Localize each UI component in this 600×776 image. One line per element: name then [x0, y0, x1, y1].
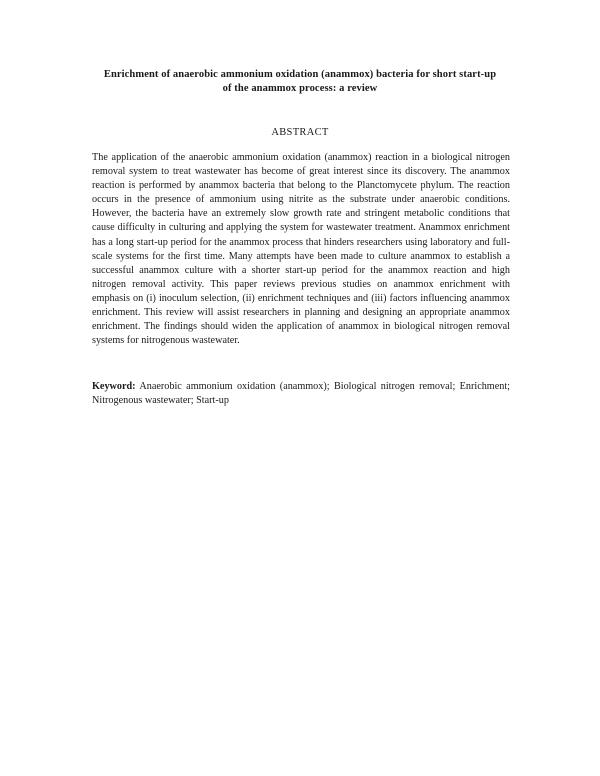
paper-title-line-1: Enrichment of anaerobic ammonium oxidation (anammox) bacteria for short start-up [103, 69, 497, 80]
abstract-heading: ABSTRACT [271, 127, 329, 138]
keywords-text: Anaerobic ammonium oxidation (anammox); Biological nitrogen removal; Enrichment; Nitrogenous wastewater; Start-up [92, 381, 511, 407]
keywords-label: Keyword: [92, 381, 136, 392]
abstract-text: The application of the anaerobic ammonium oxidation (anammox) reaction in a biological nitrogen removal system to treat wastewater has become of great interest since its discovery. The anammox reaction is performed by anammox bacteria that belong to the Planctomycete phylum. The reaction occurs in the presence of ammonium using nitrite as the substrate under anaerobic conditions. However, the bacteria have an extremely slow growth rate and stringent metabolic conditions that cause difficulty in culturing and applying the system for wastewater treatment. Anammox enrichment has a long start-up period for the anammox process that hinders researchers using laboratory and full-scale systems for the first time. Many attempts have been made to culture anammox to establish a successful anammox culture with a shorter start-up period for the anammox reaction and high nitrogen removal activity. This paper reviews previous studies on anammox enrichment with emphasis on (i) inoculum selection, (ii) enrichment techniques and (iii) factors influencing anammox enrichment. This review will assist researchers in planning and designing an appropriate anammox enrichment. The findings should widen the application of anammox in biological nitrogen removal systems for nitrogenous wastewater. [92, 152, 510, 347]
paper-title-line-2: of the anammox process: a review [222, 83, 378, 94]
paper-title [60, 68, 540, 96]
keywords-section [92, 380, 510, 408]
